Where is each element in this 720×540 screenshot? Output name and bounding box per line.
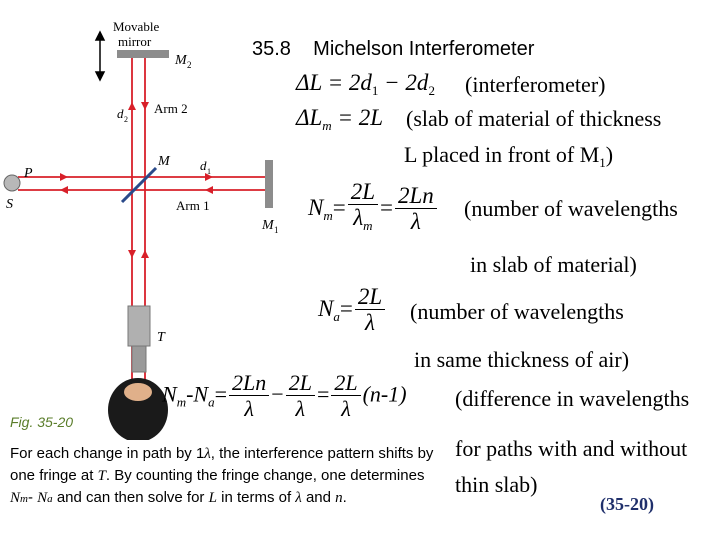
eq-na-note2: in same thickness of air) <box>414 347 630 372</box>
p-label: P <box>24 166 33 181</box>
eq-diff-note: (difference in wavelengths <box>455 386 690 411</box>
m2-label: M <box>175 53 187 68</box>
eq-diff-eq: = <box>214 381 228 407</box>
eq-na <box>318 285 387 336</box>
eq-delta-lm-rhs: = 2L <box>331 105 383 130</box>
l-placed-close: ) <box>605 142 614 167</box>
eq-diff-sub-m: m <box>176 394 187 410</box>
eq-diff-f2-num: 2L <box>286 371 315 396</box>
beam-arrows <box>60 102 213 258</box>
d2-label: d <box>117 106 124 121</box>
eq-diff-frac1 <box>229 371 269 422</box>
telescope <box>128 306 150 346</box>
eq-delta-l-sub1: 1 <box>371 83 379 98</box>
figure-label: Fig. 35-20 <box>10 414 74 430</box>
s-label: S <box>6 197 13 212</box>
eq-delta-lm <box>296 105 383 134</box>
caption-n: n <box>335 490 343 506</box>
eq-diff-eq2: = <box>316 381 330 407</box>
d1-sub: 1 <box>207 167 211 176</box>
eq-diff-f2-den: λ <box>295 396 306 421</box>
eq-nm-eq2: = <box>380 194 393 220</box>
eq-nm-note2: in slab of material) <box>470 252 637 277</box>
caption-lambda: λ <box>204 446 211 462</box>
caption-p2: , the interference pattern shifts by one fringe at <box>10 445 434 484</box>
eq-diff-note2: for paths with and without <box>455 436 688 461</box>
eq-diff-f1-num: 2Ln <box>229 371 269 396</box>
d1-label: d <box>200 158 207 173</box>
caption-nm: N <box>10 490 21 506</box>
eq-nm-f1-den: λ <box>353 205 364 230</box>
caption-p5: in terms of <box>216 489 296 506</box>
l-placed-sub: 1 <box>599 155 606 170</box>
eq-nm <box>308 180 439 239</box>
eq-diff <box>162 371 407 422</box>
caption-dash: - <box>27 489 38 506</box>
eq-nm-frac2 <box>395 184 437 235</box>
eq-nm-note: (number of wavelengths <box>464 196 678 221</box>
caption-p3: . By counting the fringe change, one determines <box>105 467 425 484</box>
movable-mirror-label-1: Movable <box>113 19 160 34</box>
eq-na-eq: = <box>339 295 353 321</box>
m1-sub: 1 <box>274 225 279 235</box>
d2-sub: 2 <box>124 115 128 124</box>
eq-nm-frac1 <box>348 180 378 239</box>
equation-number: (35-20) <box>600 494 654 514</box>
eq-nm-eq: = <box>332 194 346 220</box>
eq-delta-lm-lhs: ΔL <box>296 105 323 130</box>
eq-na-frac <box>355 285 385 336</box>
caption-l: L <box>208 490 217 506</box>
eq-nm-sub: m <box>323 207 333 223</box>
movable-mirror-arrow <box>96 32 104 80</box>
eq-diff-f1-den: λ <box>244 396 254 421</box>
caption-lambda2: λ <box>295 490 302 506</box>
eq-delta-lm-note: (slab of material of thickness <box>406 106 662 131</box>
eq-diff-nm: N <box>162 381 177 407</box>
eq-delta-l-sub2: 2 <box>428 83 435 98</box>
eq-delta-l <box>296 70 435 99</box>
caption-p6: and <box>301 489 336 506</box>
title-text: Michelson Interferometer <box>313 38 535 60</box>
observer-face <box>124 383 152 401</box>
eq-nm-f1-den-sub: m <box>363 218 373 233</box>
eq-delta-l-note: (interferometer) <box>465 72 606 97</box>
caption-p7: . <box>342 489 347 506</box>
eq-na-f-num: 2L <box>355 285 385 310</box>
telescope-eyepiece <box>132 346 146 372</box>
mirror-m1 <box>265 160 273 208</box>
title-number: 35.8 <box>252 38 291 60</box>
eq-na-lhs: N <box>318 295 334 321</box>
caption-p1: For each change in path by 1 <box>10 445 205 462</box>
eq-nm-f2-num: 2Ln <box>395 184 437 209</box>
eq-na-sub: a <box>333 308 340 324</box>
eq-diff-sub-a: a <box>208 394 215 410</box>
eq-diff-minus: - <box>186 381 194 407</box>
movable-mirror-label-2: mirror <box>118 34 152 49</box>
eq-diff-frac3 <box>331 371 360 422</box>
eq-na-f-den: λ <box>364 310 375 335</box>
eq-nm-lhs: N <box>308 194 324 220</box>
mirror-m2 <box>117 50 169 58</box>
arm2-label: Arm 2 <box>154 101 188 116</box>
caption-t: T <box>97 468 106 484</box>
eq-nm-f1-num: 2L <box>348 180 378 205</box>
t-label: T <box>157 330 165 345</box>
l-placed-line <box>404 142 613 171</box>
eq-diff-frac2 <box>286 371 315 422</box>
page-title <box>252 38 534 61</box>
eq-delta-lm-sub: m <box>322 118 332 133</box>
beam-splitter <box>122 168 156 202</box>
m-label: M <box>158 154 170 169</box>
eq-nm-f2-den: λ <box>410 209 421 234</box>
eq-na-note: (number of wavelengths <box>410 299 624 324</box>
eq-delta-l-mid: − 2d <box>378 70 429 95</box>
l-placed-text: L placed in front of M <box>404 142 600 167</box>
eq-diff-na: N <box>193 381 209 407</box>
eq-delta-l-lhs: ΔL = 2d <box>296 70 372 95</box>
eq-diff-f3-den: λ <box>341 396 351 421</box>
caption-nm-sub: m <box>20 493 28 505</box>
caption-na: N <box>37 490 48 506</box>
eq-diff-note3: thin slab) <box>455 472 538 497</box>
eq-diff-paren: (n-1) <box>362 381 407 407</box>
arm1-label: Arm 1 <box>176 198 210 213</box>
caption-na-sub: a <box>47 493 53 505</box>
caption-p4: and can then solve for <box>52 489 209 506</box>
light-source <box>4 175 20 191</box>
m2-sub: 2 <box>187 60 192 70</box>
caption-text <box>10 443 450 510</box>
eq-diff-f3-num: 2L <box>331 371 360 396</box>
m1-label: M <box>262 218 274 233</box>
eq-diff-minus2: − <box>271 381 284 407</box>
